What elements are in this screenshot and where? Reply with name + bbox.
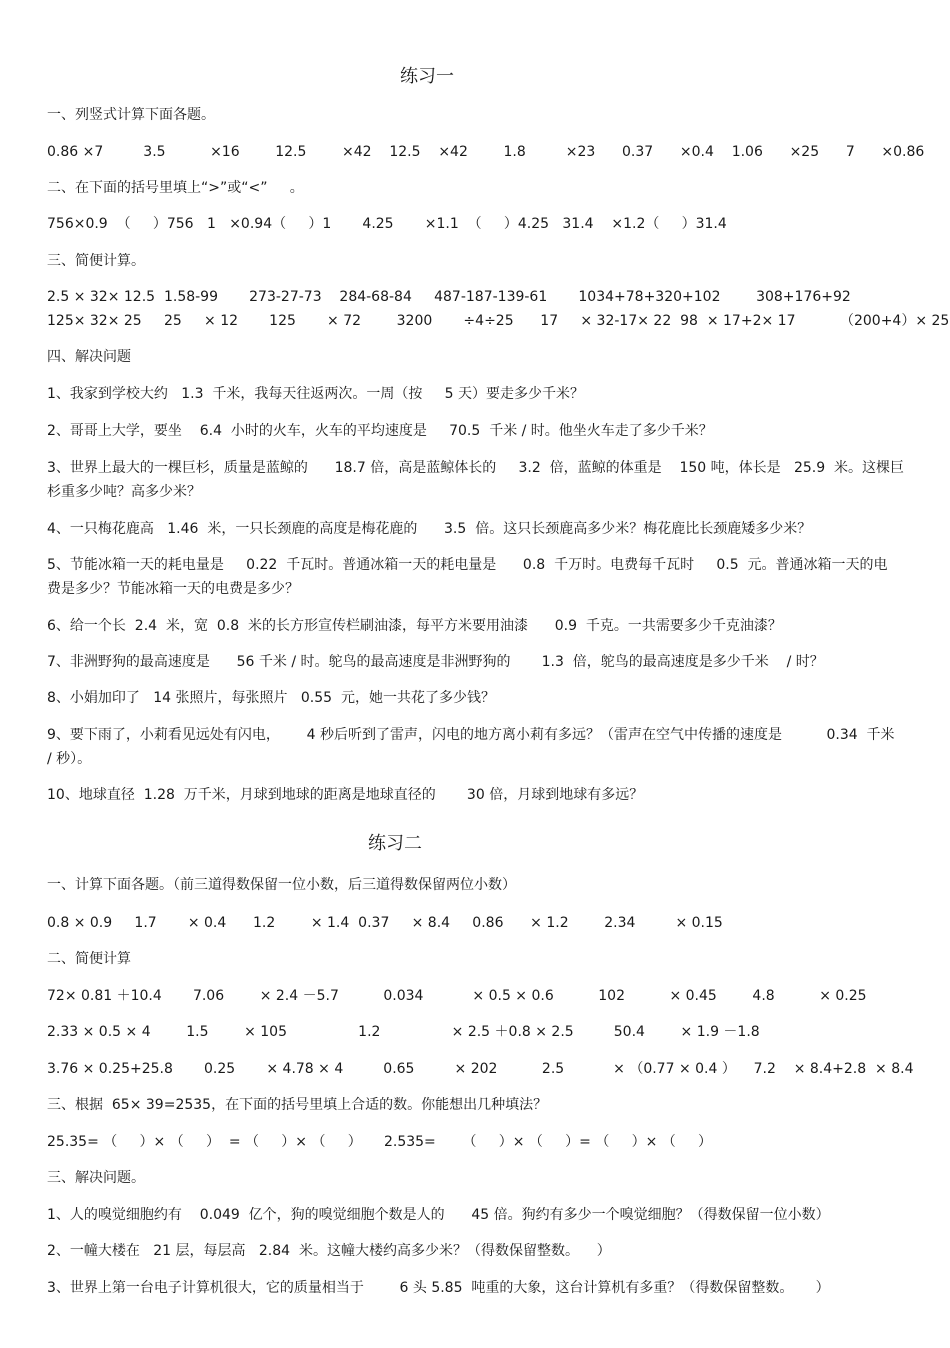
ex2-line: 2.33 × 0.5 × 4 1.5 × 105 1.2 × 2.5 ＋0.8 × 2.5 50.4 × 1.9 －1.8 [47, 1024, 760, 1040]
ex1-line: 756×0.9 （ ）756 1 ×0.94（ ）1 4.25 ×1.1 （ ）4.25 31.4 ×1.2（ ）31.4 [47, 216, 727, 232]
ex1-line: 9、要下雨了，小莉看见远处有闪电， 4 秒后听到了雷声，闪电的地方离小莉有多远？（雷声在空气中传播的速度是 0.34 千米 [47, 727, 895, 743]
ex1-line: 费是多少？节能冰箱一天的电费是多少？ [47, 581, 299, 597]
ex1-line: 125× 32× 25 25 × 12 125 × 72 3200 ÷4÷25 17 × 32-17× 22 98 × 17+2× 17 （200+4）× 25 [47, 313, 950, 329]
exercise-two-title: 练习二 [368, 833, 422, 854]
ex1-line: 2.5 × 32× 12.5 1.58-99 273-27-73 284-68-84 487-187-139-61 1034+78+320+102 308+176+92 [47, 289, 851, 305]
ex2-line: 一、计算下面各题。（前三道得数保留一位小数，后三道得数保留两位小数） [47, 877, 516, 893]
ex1-line: 3、世界上最大的一棵巨杉，质量是蓝鲸的 18.7 倍，高是蓝鲸体长的 3.2 倍，蓝鲸的体重是 150 吨，体长是 25.9 米。这棵巨 [47, 460, 905, 476]
ex1-line: 四、解决问题 [47, 349, 131, 365]
ex1-line: 7、非洲野狗的最高速度是 56 千米 / 时。鸵鸟的最高速度是非洲野狗的 1.3 倍，鸵鸟的最高速度是多少千米 / 时？ [47, 654, 824, 670]
ex2-line: 72× 0.81 ＋10.4 7.06 × 2.4 －5.7 0.034 × 0.5 × 0.6 102 × 0.45 4.8 × 0.25 [47, 988, 867, 1004]
ex1-line: 2、哥哥上大学，要坐 6.4 小时的火车，火车的平均速度是 70.5 千米 / 时。他坐火车走了多少千米？ [47, 423, 713, 439]
ex2-line: 三、解决问题。 [47, 1170, 145, 1186]
ex1-line: 0.86 ×7 3.5 ×16 12.5 ×42 12.5 ×42 1.8 ×23 0.37 ×0.4 1.06 ×25 7 ×0.86 [47, 144, 925, 160]
ex1-line: 8、小娟加印了 14 张照片，每张照片 0.55 元，她一共花了多少钱？ [47, 690, 495, 706]
ex2-line: 0.8 × 0.9 1.7 × 0.4 1.2 × 1.4 0.37 × 8.4 0.86 × 1.2 2.34 × 0.15 [47, 915, 723, 931]
exercise-one-title: 练习一 [400, 66, 454, 87]
ex2-line: 3.76 × 0.25+25.8 0.25 × 4.78 × 4 0.65 × 202 2.5 × （0.77 × 0.4 ） 7.2 × 8.4+2.8 × 8.4 [47, 1061, 914, 1077]
ex1-line: 10、地球直径 1.28 万千米，月球到地球的距离是地球直径的 30 倍，月球到地球有多远？ [47, 787, 644, 803]
ex2-line: 三、根据 65× 39=2535，在下面的括号里填上合适的数。你能想出几种填法？ [47, 1097, 548, 1113]
ex2-line: 25.35= （ ）× （ ） = （ ）× （ ） 2.535= （ ）× （ ）= （ ）× （ ） [47, 1134, 713, 1150]
ex1-line: / 秒）。 [47, 751, 92, 767]
ex2-line: 2、一幢大楼在 21 层，每层高 2.84 米。这幢大楼约高多少米？（得数保留整数。 ） [47, 1243, 611, 1259]
ex1-line: 5、节能冰箱一天的耗电量是 0.22 千瓦时。普通冰箱一天的耗电量是 0.8 千万时。电费每千瓦时 0.5 元。普通冰箱一天的电 [47, 557, 888, 573]
ex2-line: 二、简便计算 [47, 951, 131, 967]
ex2-line: 1、人的嗅觉细胞约有 0.049 亿个，狗的嗅觉细胞个数是人的 45 倍。狗约有多少一个嗅觉细胞？（得数保留一位小数） [47, 1207, 830, 1223]
ex1-line: 6、给一个长 2.4 米，宽 0.8 米的长方形宣传栏刷油漆，每平方米要用油漆 0.9 千克。一共需要多少千克油漆？ [47, 618, 782, 634]
ex1-line: 三、简便计算。 [47, 253, 145, 269]
ex1-line: 一、列竖式计算下面各题。 [47, 107, 215, 123]
ex2-line: 3、世界上第一台电子计算机很大，它的质量相当于 6 头 5.85 吨重的大象，这台计算机有多重？（得数保留整数。 ） [47, 1280, 830, 1296]
ex1-line: 4、一只梅花鹿高 1.46 米，一只长颈鹿的高度是梅花鹿的 3.5 倍。这只长颈鹿高多少米？梅花鹿比长颈鹿矮多少米？ [47, 521, 812, 537]
ex1-line: 1、我家到学校大约 1.3 千米，我每天往返两次。一周（按 5 天）要走多少千米？ [47, 386, 585, 402]
ex1-line: 杉重多少吨？高多少米？ [47, 484, 201, 500]
ex1-line: 二、在下面的括号里填上“>”或“<” 。 [47, 180, 304, 196]
